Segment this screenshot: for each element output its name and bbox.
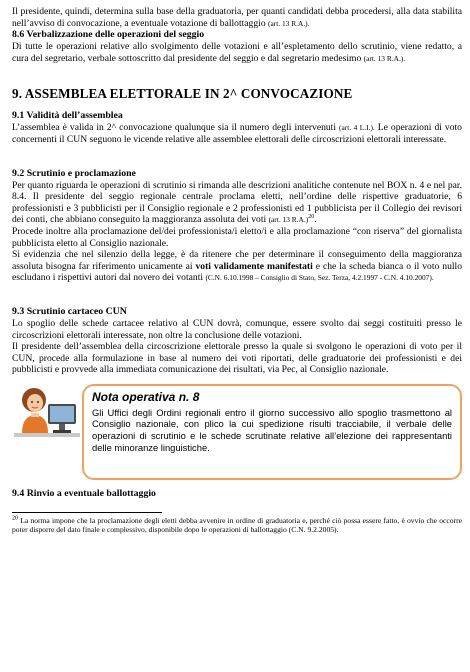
section-9-2-title: 9.2 Scrutinio e proclamazione xyxy=(12,167,136,179)
section-9-1-title: 9.1 Validità dell’assemblea xyxy=(12,110,123,122)
section-9-3-title: 9.3 Scrutinio cartaceo CUN xyxy=(12,305,127,317)
section-8-6-paragraph: Di tutte le operazioni relative allo svolgimento delle votazioni e all’espletamento dello scrutinio, viene redatto, a cura del segretario, verbale sottoscritto dal presidente del seggio e dal segretario medesimo (art. 13 R.A.). xyxy=(12,41,462,64)
section-9-title: 9. ASSEMBLEA ELETTORALE IN 2^ CONVOCAZIONE xyxy=(12,86,353,102)
woman-at-computer-icon xyxy=(14,386,80,442)
footnote-ref: 20 xyxy=(308,214,315,221)
intro-paragraph: Il presidente, quindi, determina sulla base della graduatoria, per quanti candidati debba procedersi, alla data stabilita nell’avviso di convocazione, a eventuale votazione di ballottaggio (art. 13 R.A.). xyxy=(12,6,462,29)
section-9-2-paragraph-2: Procede inoltre alla proclamazione del/dei professionista/i eletto/i e alla proclamazione “con riserva” del giornalista pubblicista eletto al Consiglio nazionale. xyxy=(12,225,462,249)
note-title: Nota operativa n. 8 xyxy=(92,389,200,404)
document-page xyxy=(12,6,462,534)
footnote-number: 20 xyxy=(12,515,18,522)
footnote: $^{20}$ La norma impone che la proclamazione degli eletti debba avvenire in ordine di graduatoria e, perché ciò possa essere fatto, è ovvio che occorre poter disporre del dato finale e complessivo, disponibile dopo le operazioni di ballottaggio (C.N. 9.2.2005). xyxy=(12,515,462,535)
section-9-4-title: 9.4 Rinvio a eventuale ballottaggio xyxy=(12,487,156,499)
section-9-3-paragraph-2: Il presidente dell’assemblea della circoscrizione elettorale presso la quale si svolgono le operazioni di voto per il CUN, procede alla formulazione in base al numero dei voti riportati, delle graduatorie dei professionisti e dei pubblicisti e provvede alla immediata comunicazione dei risultati, via Pec, al Consiglio nazionale. xyxy=(12,341,462,376)
section-9-1-paragraph: L’assemblea è valida in 2^ convocazione qualunque sia il numero degli intervenuti (art. 4 L.I.). Le operazioni di voto concernenti il CUN seguono le vicende relative alle assemblee elettorali delle circoscrizioni elettorali interessate. xyxy=(12,122,462,145)
operational-note xyxy=(12,384,462,484)
note-box xyxy=(82,384,462,480)
section-9-3-paragraph-1: Lo spoglio delle schede cartacee relativo al CUN dovrà, comunque, essere svolto dai seggi costituiti presso le circoscrizioni elettorali interessate, non oltre la conclusione delle votazioni. xyxy=(12,317,462,341)
section-9-2-paragraph-3: Si evidenzia che nel silenzio della legge, è da ritenere che per determinare il conseguimento della maggioranza assoluta bisogna far riferimento unicamente ai voti validamente manifestati e che la scheda bianca o il voto nullo escludano i rispettivi autori dal novero dei votanti (C.N. 6.10.1998 – Consiglio di Stato, Sez. Terza, 4.2.1997 - C.N. 4.10.2007). xyxy=(12,249,462,284)
footnote-divider xyxy=(12,512,162,513)
section-8-6-title: 8.6 Verbalizzazione delle operazioni del seggio xyxy=(12,29,205,41)
note-text: Gli Uffici degli Ordini regionali entro il giorno successivo allo spoglio trasmettono al Consiglio nazionale, con plico la cui spedizione risulti tracciabile, il verbale delle operazioni di scrutinio e le schede scrutinate relative all’elezione dei rappresentanti delle minoranze linguistiche. xyxy=(92,406,452,453)
section-9-2-paragraph-1: Per quanto riguarda le operazioni di scrutinio si rimanda alle descrizioni analitiche contenute nel BOX n. 4 e nel par. 8.4. Il presidente del seggio regionale centrale proclama eletti, nell’ordine delle rispettive graduatorie, 6 professionisti e 3 pubblicisti per il Consiglio regionale e 2 professionisti ed 1 pubblicista per il Collegio dei revisori dei conti, che abbiano conseguito la maggioranza assoluta dei voti (art. 13 R.A.)$^{20}$. xyxy=(12,179,462,226)
